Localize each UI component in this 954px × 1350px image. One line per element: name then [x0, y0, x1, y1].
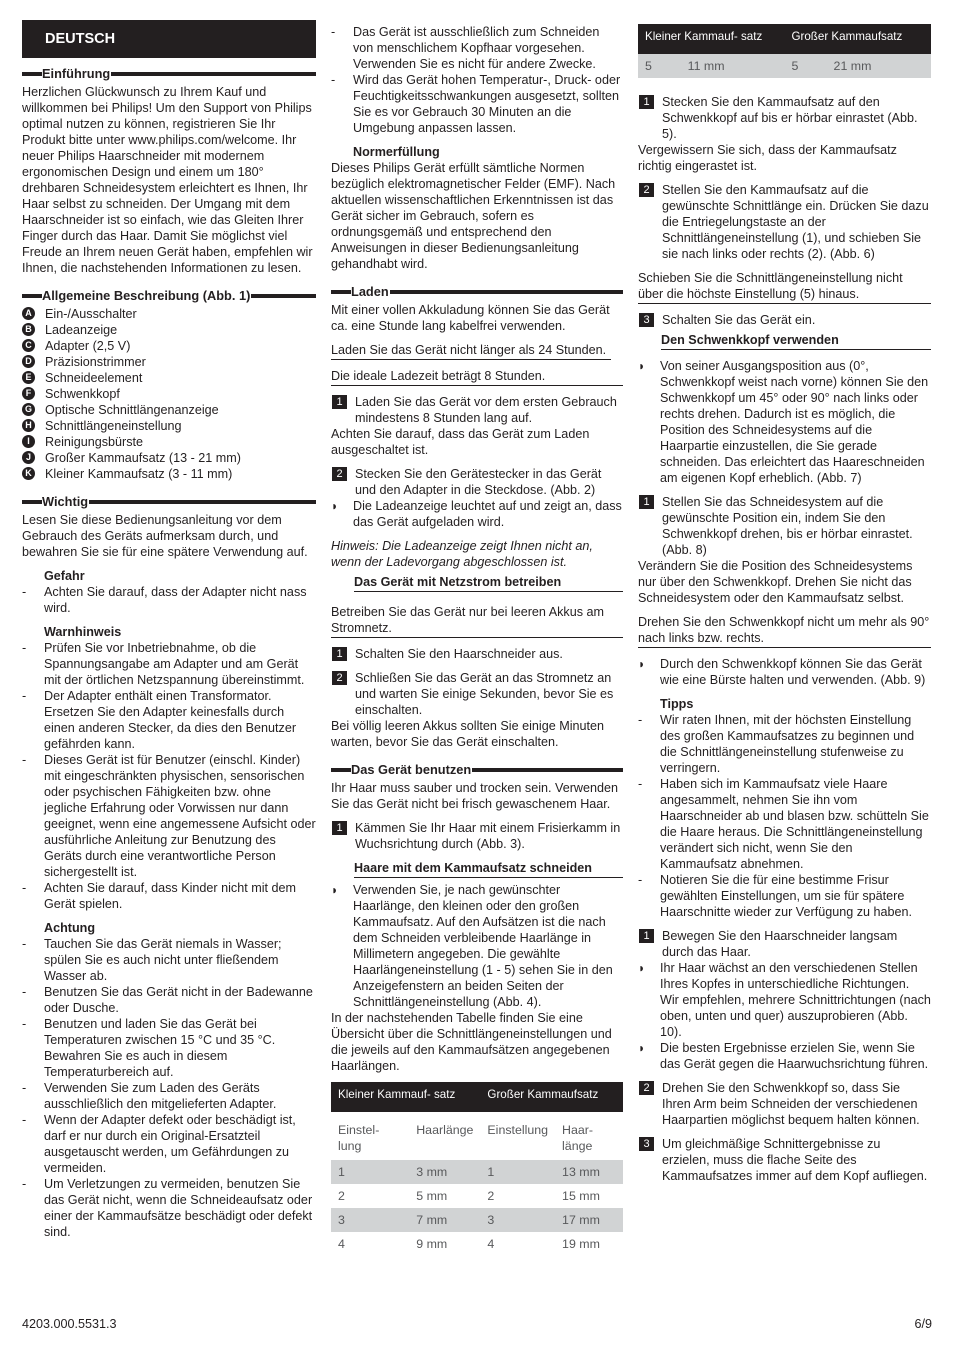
column-middle — [331, 20, 623, 1256]
charging-note-ideal: Die ideale Ladezeit beträgt 8 Stunden. — [331, 368, 623, 386]
comb-after-text: In der nachstehenden Tabelle finden Sie eine Übersicht über die Schnittlängeneinstellungen und die jeweils auf den Kammaufsätzen angegebenen Haarlängen. — [331, 1011, 612, 1073]
list-item: - Achten Sie darauf, dass der Adapter nicht nass wird. — [22, 585, 307, 615]
compliance-title: Normerfüllung — [353, 145, 440, 159]
feature-item — [22, 322, 316, 338]
feature-label: Schwenkkopf — [45, 387, 120, 401]
table-cell: 5 — [638, 54, 681, 78]
letter-badge: K — [22, 467, 35, 480]
table-cell: 1 — [331, 1160, 409, 1184]
letter-badge: C — [22, 339, 35, 352]
charging-note: Laden Sie das Gerät nicht länger als 24 Stunden. — [331, 342, 611, 360]
table-row — [331, 1232, 623, 1256]
page-number: 6/9 — [914, 1317, 932, 1331]
feature-label: Kleiner Kammaufsatz (3 - 11 mm) — [45, 467, 233, 481]
table-subhead: Haarlänge — [416, 1123, 474, 1137]
table-head-small: Kleiner Kammauf- satz — [331, 1082, 480, 1112]
step-item: 1 Schalten Sie den Haarschneider aus. — [331, 646, 623, 662]
table-cell: 2 — [338, 1189, 345, 1203]
caution-title: Achtung — [44, 921, 96, 935]
feature-label: Schnittlängeneinstellung — [45, 419, 182, 433]
feature-label: Optische Schnittlängenanzeige — [45, 403, 219, 417]
tips-title: Tipps — [660, 697, 694, 711]
feature-label: Schneideelement — [45, 371, 143, 385]
section-title: Wichtig — [42, 494, 89, 509]
list-item: - Tauchen Sie das Gerät niemals in Wasser; spülen Sie es auch nicht unter fließendem Wasser ab. — [22, 937, 282, 983]
table-cell: 11 mm — [681, 54, 785, 78]
feature-label: Präzisionstrimmer — [45, 355, 146, 369]
hair-length-table-continued — [638, 24, 931, 78]
letter-badge: A — [22, 307, 35, 320]
section-header-intro — [22, 66, 316, 82]
important-text: Lesen Sie diese Bedienungsanleitung vor dem Gebrauch des Geräts aufmerksam durch, und bewahren Sie sie für eine spätere Verwendung auf. — [22, 513, 308, 559]
danger-title: Gefahr — [44, 569, 85, 583]
letter-badge: H — [22, 419, 35, 432]
table-head-large: Großer Kammaufsatz — [480, 1082, 623, 1112]
list-item: - Wenn der Adapter defekt oder beschädigt ist, darf er nur durch ein Original-Ersatzteil ausgetauscht werden, um Gefährdungen zu vermeiden. — [22, 1113, 296, 1175]
step-item: 1 Bewegen Sie den Haarschneider langsam durch das Haar. — [638, 928, 931, 960]
list-item: - Benutzen und laden Sie das Gerät bei Temperaturen zwischen 15 °C und 35 °C. Bewahren Sie es auch in diesem Temperaturbereich auf. — [22, 1017, 276, 1079]
comb-title: Haare mit dem Kammaufsatz schneiden — [354, 860, 623, 878]
bullet-item: ◗ Von seiner Ausgangsposition aus (0°, Schwenkkopf weist nach vorne) können Sie den Schwenkkopf um 45° oder 90° nach links oder rechts drehen. Dadurch ist es möglich, die Position des Schneidesystems auf die Haarpartie einzustellen, die Sie gerade schneiden. Das erleichtert das Haareschneiden am eigenen Kopf erheblich. (Abb. 7) — [638, 359, 929, 485]
step-note: Bei völlig leeren Akkus sollten Sie einige Minuten warten, bevor Sie das Gerät einschalten. — [331, 719, 605, 749]
table-subhead: Haar- länge — [562, 1123, 594, 1153]
list-item: - Dieses Gerät ist für Benutzer (einschl. Kinder) mit eingeschränkten physischen, sensorischen oder psychischen Fähigkeiten bzw. ohne jegliche Erfahrung oder Vorwissen nur dann geeignet, wenn eine angemessene Aufsicht oder ausführliche Anleitung zur Benutzung des Geräts durch eine verantwortliche Person sichergestellt ist. — [22, 753, 316, 879]
table-row — [331, 1184, 623, 1208]
table-head-large: Großer Kammaufsatz — [784, 24, 931, 54]
letter-badge: B — [22, 323, 35, 336]
step-item: 1 Laden Sie das Gerät vor dem ersten Gebrauch mindestens 8 Stunden lang auf. — [331, 394, 623, 426]
section-title: Laden — [351, 284, 389, 299]
feature-label: Reinigungsbürste — [45, 435, 144, 449]
table-row — [331, 1208, 623, 1232]
table-cell: 3 — [480, 1208, 555, 1232]
list-item: - Der Adapter enthält einen Transformator. Ersetzen Sie den Adapter keinesfalls durch einen anderen Stecker, da dies den Benutzer gefährden kann. — [22, 689, 297, 751]
table-subhead: Einstel- lung — [338, 1123, 380, 1153]
feature-item — [22, 386, 316, 402]
feature-item — [22, 354, 316, 370]
bullet-item: ◗ Die besten Ergebnisse erzielen Sie, wenn Sie das Gerät gegen die Haarwuchsrichtung führen. — [638, 1041, 929, 1071]
letter-badge: F — [22, 387, 35, 400]
feature-item — [22, 306, 316, 322]
list-item: - Achten Sie darauf, dass Kinder nicht mit dem Gerät spielen. — [22, 881, 297, 911]
section-header-general — [22, 288, 316, 304]
step-item: 1 Stecken Sie den Kammaufsatz auf den Schwenkkopf auf bis er hörbar einrastet (Abb. 5). — [638, 94, 931, 142]
table-cell: 19 mm — [562, 1237, 600, 1251]
column-left — [22, 20, 316, 1240]
warning-title: Warnhinweis — [44, 625, 122, 639]
mains-title: Das Gerät mit Netzstrom betreiben — [354, 574, 623, 592]
section-header-using — [331, 762, 623, 778]
bullet-item: ◗ Ihr Haar wächst an den verschiedenen Stellen Ihres Kopfes in unterschiedliche Richtungen. Wir empfehlen, mehrere Schnittrichtungen (nach oben, unten und quer) auszuprobieren (Abb. 10). — [638, 961, 931, 1039]
letter-badge: G — [22, 403, 35, 416]
bullet-item: ◗ Die Ladeanzeige leuchtet auf und zeigt an, dass das Gerät aufgeladen wird. — [331, 499, 622, 529]
list-item: - Verwenden Sie zum Laden des Geräts ausschließlich den mitgelieferten Adapter. — [22, 1081, 277, 1111]
table-cell: 1 — [480, 1160, 555, 1184]
table-cell: 4 — [338, 1237, 345, 1251]
feature-item — [22, 434, 316, 450]
step-note: Vergewissern Sie sich, dass der Kammaufsatz richtig eingerastet ist. — [638, 143, 897, 173]
table-cell: 3 — [331, 1208, 409, 1232]
table-head-small: Kleiner Kammauf- satz — [638, 24, 784, 54]
section-title: Allgemeine Beschreibung (Abb. 1) — [42, 288, 251, 303]
table-cell: 9 mm — [416, 1237, 448, 1251]
section-header-important — [22, 494, 316, 510]
step-item: 2 Schließen Sie das Gerät an das Stromnetz an und warten Sie einige Sekunden, bevor Sie es einschalten. — [331, 670, 623, 718]
charging-text: Mit einer vollen Akkuladung können Sie das Gerät ca. eine Stunde lang kabelfrei verwenden. — [331, 303, 610, 333]
length-note: Schieben Sie die Schnittlängeneinstellung nicht über die höchste Einstellung (5) hinaus. — [638, 270, 931, 304]
bullet-item: ◗ Durch den Schwenkkopf können Sie das Gerät wie eine Bürste halten und verwenden. (Abb. 9) — [638, 657, 926, 687]
intro-text: Herzlichen Glückwunsch zu Ihrem Kauf und willkommen bei Philips! Um den Support von Philips optimal nutzen zu können, registrieren Sie Ihr Produkt bitte unter www.philips.com/welcome. Ihr neuer Philips Haarschneider mit modernem ergonomischen Design und einem um 180° drehbaren Schneidesystem erleichtert es Ihnen, Ihr Haar selbst zu schneiden. Der Umgang mit dem Haarschneider ist so einfach, wie das Gleiten Ihrer Finger durch das Haar. Damit Sie möglichst viel Freude an Ihrem neuen Gerät haben, empfehlen wir Ihnen, die nachstehenden Informationen zu lesen. — [22, 85, 313, 275]
swivel-title: Den Schwenkkopf verwenden — [661, 332, 931, 350]
mains-note: Betreiben Sie das Gerät nur bei leeren Akkus am Stromnetz. — [331, 604, 623, 638]
section-title: Einführung — [42, 66, 111, 81]
feature-list — [22, 306, 316, 482]
hair-length-table — [331, 1082, 623, 1256]
step-item: 2 Drehen Sie den Schwenkkopf so, dass Sie Ihren Arm beim Schneiden der verschiedenen Haarpartien möglichst bequem halten können. — [638, 1080, 931, 1128]
list-item: - Haben sich im Kammaufsatz viele Haare angesammelt, nehmen Sie ihn vom Haarschneider ab und blasen bzw. schütteln Sie die Haare heraus. Die Schnittlängeneinstellung verändert sich nicht, wenn Sie den Kammaufsatz abnehmen. — [638, 777, 929, 871]
list-item: - Notieren Sie die für eine bestimme Frisur gewählten Einstellungen, um sie für spätere Haarschnitte wieder zur Verfügung zu haben. — [638, 873, 913, 919]
table-cell: 5 mm — [416, 1189, 448, 1203]
feature-item — [22, 450, 316, 466]
feature-label: Ein-/Ausschalter — [45, 307, 137, 321]
table-cell: 3 mm — [409, 1160, 480, 1184]
list-item: - Wir raten Ihnen, mit der höchsten Einstellung des großen Kammaufsatzes zu beginnen und die Schnittlängeneinstellung stufenweise zu verringern. — [638, 713, 915, 775]
step-item: 3 Um gleichmäßige Schnittergebnisse zu erzielen, muss die flache Seite des Kammaufsatzes immer auf dem Kopf aufliegen. — [638, 1136, 931, 1184]
list-item: - Um Verletzungen zu vermeiden, benutzen Sie das Gerät nicht, wenn die Schneideaufsatz oder einer der Kammaufsätze beschädigt oder defekt sind. — [22, 1177, 313, 1239]
table-cell: 13 mm — [555, 1160, 623, 1184]
hint-text: Hinweis: Die Ladeanzeige zeigt Ihnen nicht an, wenn der Ladevorgang abgeschlossen ist. — [331, 539, 593, 569]
step-item: 1 Stellen Sie das Schneidesystem auf die gewünschte Position ein, indem Sie den Schwenkkopf drehen, bis er hörbar einrastet. (Abb. 8) — [638, 494, 931, 558]
section-title: Das Gerät benutzen — [351, 762, 472, 777]
table-subhead: Einstellung — [487, 1123, 549, 1137]
letter-badge: D — [22, 355, 35, 368]
step-item: 1 Kämmen Sie Ihr Haar mit einem Frisierkamm in Wuchsrichtung durch (Abb. 3). — [331, 820, 623, 852]
feature-item — [22, 338, 316, 354]
table-cell: 15 mm — [562, 1189, 600, 1203]
step-item: 2 Stecken Sie den Gerätestecker in das Gerät und den Adapter in die Steckdose. (Abb. 2) — [331, 466, 623, 498]
bullet-item: ◗ Verwenden Sie, je nach gewünschter Haarlänge, den kleinen oder den großen Kammaufsatz. Auf den Aufsätzen ist die nach dem Schneiden verbleibende Haarlänge in Millimetern angegeben. Die gewählte Haarlängeneinstellung (1 - 5) sehen Sie in den Anzeigefenstern an beiden Seiten der Schnittlängeneinstellung (Abb. 4). — [331, 883, 613, 1009]
step-note: Verändern Sie die Position des Schneidesystems nur über den Schwenkkopf. Drehen Sie nicht das Schneidesystem oder den Kammaufsatz selbst. — [638, 559, 913, 605]
table-cell: 2 — [487, 1189, 495, 1203]
table-cell: 17 mm — [555, 1208, 623, 1232]
letter-badge: I — [22, 435, 35, 448]
feature-label: Adapter (2,5 V) — [45, 339, 131, 353]
letter-badge: E — [22, 371, 35, 384]
compliance-text: Dieses Philips Gerät erfüllt sämtliche Normen bezüglich elektromagnetischer Felder (EMF). Nach aktuellen wissenschaftlichen Erkenntnissen ist das Gerät sicher im Gebrauch, sofern es ordnungsgemäß und entsprechend den Anweisungen in dieser Bedienungsanleitung gehandhabt wird. — [331, 161, 616, 271]
list-item: - Wird das Gerät hohen Temperatur-, Druck- oder Feuchtigkeitsschwankungen ausgesetzt, sollten Sie es vor Gebrauch 30 Minuten an die Umgebung anpassen lassen. — [331, 73, 621, 135]
feature-label: Ladeanzeige — [45, 323, 118, 337]
step-note: Achten Sie darauf, dass das Gerät zum Laden ausgeschaltet ist. — [331, 427, 590, 457]
list-item: - Prüfen Sie vor Inbetriebnahme, ob die Spannungsangabe am Adapter und am Gerät mit der örtlichen Netzspannung übereinstimmt. — [22, 641, 305, 687]
feature-item — [22, 418, 316, 434]
feature-item — [22, 370, 316, 386]
using-text: Ihr Haar muss sauber und trocken sein. Verwenden Sie das Gerät nicht bei frisch gewaschenem Haar. — [331, 781, 619, 811]
table-row — [638, 54, 931, 78]
feature-item — [22, 402, 316, 418]
swivel-note: Drehen Sie den Schwenkkopf nicht um mehr als 90° nach links bzw. rechts. — [638, 614, 931, 648]
list-item: - Benutzen Sie das Gerät nicht in der Badewanne oder Dusche. — [22, 985, 313, 1015]
document-code: 4203.000.5531.3 — [22, 1317, 117, 1331]
table-cell: 7 mm — [409, 1208, 480, 1232]
section-header-charging — [331, 284, 623, 300]
language-header: DEUTSCH — [22, 20, 316, 58]
table-cell: 21 mm — [827, 54, 931, 78]
list-item: - Das Gerät ist ausschließlich zum Schneiden von menschlichem Kopfhaar vorgesehen. Verwenden Sie es nicht für andere Zwecke. — [331, 25, 600, 71]
table-row — [331, 1160, 623, 1184]
letter-badge: J — [22, 451, 35, 464]
column-right — [638, 24, 931, 1184]
step-item: 3 Schalten Sie das Gerät ein. — [638, 312, 931, 328]
step-item: 2 Stellen Sie den Kammaufsatz auf die gewünschte Schnittlänge ein. Drücken Sie dazu die Entriegelungstaste an der Schnittlängeneinstellung (1), und schieben Sie sie nach links oder rechts (2). (Abb. 6) — [638, 182, 931, 262]
feature-label: Großer Kammaufsatz (13 - 21 mm) — [45, 451, 241, 465]
table-cell: 5 — [784, 54, 826, 78]
table-cell: 4 — [487, 1237, 495, 1251]
feature-item — [22, 466, 316, 482]
